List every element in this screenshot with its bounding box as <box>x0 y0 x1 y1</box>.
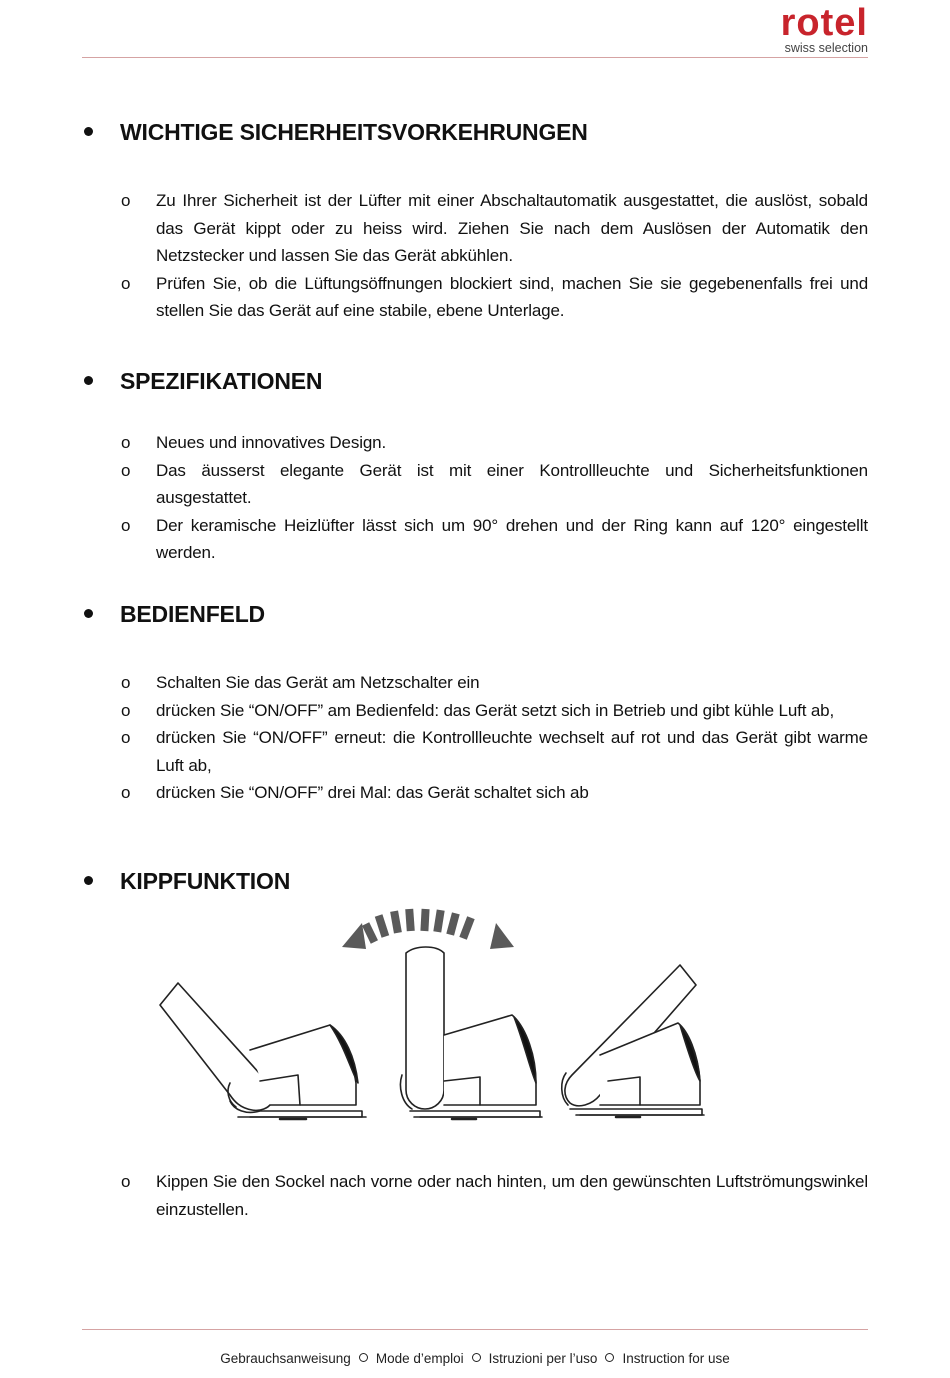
item-bullet: o <box>121 1172 131 1191</box>
footer-label-en: Instruction for use <box>622 1351 730 1366</box>
item-text: drücken Sie “ON/OFF” erneut: die Kontrollleuchte wechselt auf rot und das Gerät gibt warme Luft ab, <box>156 728 868 775</box>
tilt-illustration <box>130 905 710 1130</box>
logo-wordmark: rotel <box>780 2 868 44</box>
section-title: WICHTIGE SICHERHEITSVORKEHRUNGEN <box>120 119 588 145</box>
circle-separator-icon <box>605 1353 614 1362</box>
circle-separator-icon <box>359 1353 368 1362</box>
item-text: Neues und innovatives Design. <box>156 433 387 452</box>
section-heading <box>0 117 950 147</box>
section-safety <box>0 117 950 325</box>
heater-tilted-forward <box>562 965 704 1117</box>
heater-upright <box>400 947 542 1119</box>
item-bullet: o <box>121 191 131 210</box>
item-list <box>0 429 950 567</box>
footer-divider <box>82 1329 868 1330</box>
header-divider <box>82 57 868 58</box>
footer-label-fr: Mode d’emploi <box>375 1351 464 1366</box>
item-text: Kippen Sie den Sockel nach vorne oder nach hinten, um den gewünschten Luftströmungswinkel einzustellen. <box>156 1172 868 1219</box>
section-bullet-icon <box>84 609 93 618</box>
item-text: Schalten Sie das Gerät am Netzschalter ein <box>156 673 480 692</box>
item-bullet: o <box>121 460 131 480</box>
list-item <box>0 429 950 457</box>
list-item <box>0 187 950 270</box>
item-text: Der keramische Heizlüfter lässt sich um 90° drehen und der Ring kann auf 120° eingestellt werden. <box>156 515 868 562</box>
footer-label-de: Gebrauchsanweisung <box>220 1351 351 1366</box>
section-bullet-icon <box>84 876 93 885</box>
item-bullet: o <box>121 728 131 747</box>
footer-languages <box>0 1351 950 1366</box>
item-text: drücken Sie “ON/OFF” am Bedienfeld: das Gerät setzt sich in Betrieb und gibt kühle Luft ab, <box>156 700 835 720</box>
item-bullet: o <box>121 673 131 692</box>
list-item <box>0 779 950 807</box>
section-bullet-icon <box>84 376 93 385</box>
list-item <box>0 512 950 567</box>
section-control-panel <box>0 599 950 807</box>
tilt-instructions <box>0 1168 950 1223</box>
brand-logo <box>718 2 868 55</box>
section-specifications <box>0 366 950 567</box>
item-text: Zu Ihrer Sicherheit ist der Lüfter mit einer Abschaltautomatik ausgestattet, die auslöst, sobald das Gerät kippt oder zu heiss wird. Ziehen Sie nach dem Auslösen der Automatik den Netzstecker und lassen Sie das Gerät abkühlen. <box>156 191 868 265</box>
item-list <box>0 187 950 325</box>
item-bullet: o <box>121 783 131 802</box>
section-tilt-function <box>0 866 950 896</box>
list-item <box>0 669 950 697</box>
item-text: Prüfen Sie, ob die Lüftungsöffnungen blockiert sind, machen Sie sie gegebenenfalls frei und stellen Sie das Gerät auf eine stabile, ebene Unterlage. <box>156 273 868 320</box>
item-list <box>0 1168 950 1223</box>
item-bullet: o <box>121 700 131 720</box>
section-heading <box>0 366 950 396</box>
circle-separator-icon <box>472 1353 481 1362</box>
logo-tagline: swiss selection <box>784 41 868 55</box>
list-item <box>0 457 950 512</box>
section-title: BEDIENFELD <box>120 601 265 627</box>
section-title: SPEZIFIKATIONEN <box>120 368 323 394</box>
list-item <box>0 270 950 325</box>
heater-tilted-back <box>160 983 366 1119</box>
list-item <box>0 1168 950 1223</box>
list-item <box>0 697 950 725</box>
list-item <box>0 724 950 779</box>
item-text: drücken Sie “ON/OFF” drei Mal: das Gerät schaltet sich ab <box>156 783 589 802</box>
item-bullet: o <box>121 515 131 535</box>
item-bullet: o <box>121 433 131 452</box>
section-bullet-icon <box>84 127 93 136</box>
section-title: KIPPFUNKTION <box>120 868 291 894</box>
item-bullet: o <box>121 273 131 293</box>
tilt-arrow-icon <box>342 909 514 949</box>
footer-label-it: Istruzioni per l’uso <box>488 1351 598 1366</box>
section-heading <box>0 599 950 629</box>
item-text: Das äusserst elegante Gerät ist mit einer Kontrollleuchte und Sicherheitsfunktionen ausgestattet. <box>156 460 868 507</box>
item-list <box>0 669 950 807</box>
section-heading <box>0 866 950 896</box>
